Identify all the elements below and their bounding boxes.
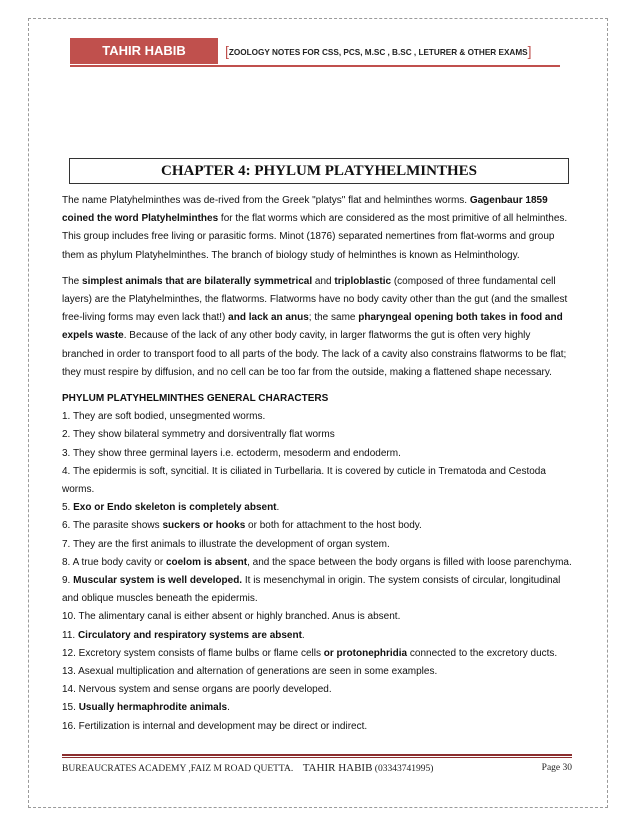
item-text: . [227, 702, 230, 714]
list-item [62, 627, 572, 645]
intro-text-1: The name Platyhelminthes was de-rived from the Greek "platys" flat and helminthes worms. [62, 195, 470, 206]
para2-bold-2: triploblastic [334, 275, 392, 287]
item-text: . [276, 502, 280, 514]
item-bold: Usually hermaphrodite animals [78, 702, 228, 714]
item-text: , and the space between the body organs is filled with loose parenchyma. [247, 556, 572, 568]
item-text: 11. [62, 629, 78, 641]
page-header [70, 38, 560, 64]
item-text: 8. A true body cavity or [62, 556, 166, 568]
item-bold: or protonephridia [323, 647, 408, 659]
item-text: 12. Excretory system consists of flame bulbs or flame cells [62, 647, 324, 659]
para2-text-2: and [312, 275, 335, 287]
item-bold: Exo or Endo skeleton is completely absent [73, 502, 277, 514]
item-bold: Circulatory and respiratory systems are absent [77, 629, 302, 641]
header-subtitle [225, 38, 532, 64]
intro-text-2: for the flat worms which are considered as the most primitive of all helminthes. This group includes free living or parasitic forms. Minot (1876) separated nemertines from flat-worms and group them as phylum Platyhelminthes. The branch of biology study of helminthes is known as Helminthology. [62, 213, 568, 261]
list-item: 4. The epidermis is soft, syncitial. It is ciliated in Turbellaria. It is covered by cuticle in Trematoda and Cestoda worms. [62, 465, 546, 496]
chapter-title: CHAPTER 4: PHYLUM PLATYHELMINTHES [69, 158, 569, 184]
list-item [62, 554, 572, 572]
characters-list [62, 408, 572, 736]
list-item: 16. Fertilization is internal and development may be direct or indirect. [62, 720, 368, 732]
section-heading: PHYLUM PLATYHELMINTHES GENERAL CHARACTERS [62, 393, 329, 405]
page-body [62, 192, 572, 736]
flatworm-paragraph [62, 273, 572, 382]
footer-phone: (03343741995) [374, 764, 434, 774]
header-bracket-close: ] [527, 43, 532, 59]
para2-text-5: . Because of the lack of any other body cavity, in larger flatworms the gut is often very highly branched in order to transport food to all parts of the body. The lack of a cavity also constrains flatworms to be flat; they must respire by diffusion, and no cell can be too far from the outside, making a flattened shape necessary. [62, 330, 567, 378]
item-text: 15. [62, 702, 79, 714]
item-text: 6. The parasite shows [62, 520, 163, 532]
list-item: 7. They are the first animals to illustrate the development of organ system. [62, 538, 390, 550]
page-footer [62, 760, 572, 776]
list-item [62, 572, 572, 608]
para2-text-4: ; the same [308, 312, 359, 324]
list-item [62, 699, 572, 717]
header-subtitle-text: ZOOLOGY NOTES FOR CSS, PCS, M.SC , B.SC , LETURER & OTHER EXAMS [228, 48, 528, 57]
footer-author: TAHIR HABIB [302, 762, 373, 774]
page-number: Page 30 [541, 763, 572, 773]
para2-text-3: (composed of three fundamental cell layers) are the Platyhelminthes, the flatworms. Flatworms have no body cavity other than the gut (and the smallest free-living forms may even lack that!) [62, 275, 568, 324]
item-bold: Muscular system is well developed. [73, 575, 243, 587]
list-item [62, 499, 572, 517]
list-item: 13. Asexual multiplication and alternation of generations are seen in some examples. [62, 666, 438, 678]
list-item [62, 645, 572, 663]
para2-text-1: The [62, 275, 83, 287]
footer-left [62, 760, 433, 777]
footer-rule-thick [62, 754, 572, 756]
header-bracket-open: [ [225, 43, 229, 59]
item-bold: suckers or hooks [162, 520, 246, 532]
item-text: 9. [62, 575, 74, 587]
item-text: or both for attachment to the host body. [245, 520, 422, 532]
item-text: It is mesenchymal in origin. The system consists of circular, longitudinal and oblique muscles beneath the epidermis. [62, 575, 561, 605]
item-bold: coelom is absent [165, 556, 248, 568]
item-text: connected to the excretory ducts. [407, 647, 558, 659]
list-item: 2. They show bilateral symmetry and dorsiventrally flat worms [62, 429, 335, 441]
list-item [62, 517, 572, 535]
item-text: 5. [62, 502, 74, 514]
footer-academy: BUREAUCRATES ACADEMY ,FAIZ M ROAD QUETTA. [62, 764, 294, 774]
list-item: 14. Nervous system and sense organs are poorly developed. [62, 684, 332, 696]
para2-bold-4: pharyngeal opening both takes in food and expels waste [62, 312, 563, 342]
header-rule [70, 65, 560, 67]
header-author-badge: TAHIR HABIB [70, 38, 218, 64]
intro-paragraph [62, 192, 572, 265]
para2-bold-3: and lack an anus [228, 312, 309, 324]
item-text: . [301, 629, 305, 641]
list-item: 10. The alimentary canal is either absent or highly branched. Anus is absent. [62, 611, 401, 623]
list-item: 3. They show three germinal layers i.e. ectoderm, mesoderm and endoderm. [62, 447, 401, 459]
footer-rule-thin [62, 757, 572, 758]
intro-bold-1: Gagenbaur 1859 coined the word Platyhelminthes [62, 195, 548, 225]
list-item: 1. They are soft bodied, unsegmented worms. [62, 411, 266, 423]
para2-bold-1: simplest animals that are bilaterally symmetrical [82, 275, 313, 287]
